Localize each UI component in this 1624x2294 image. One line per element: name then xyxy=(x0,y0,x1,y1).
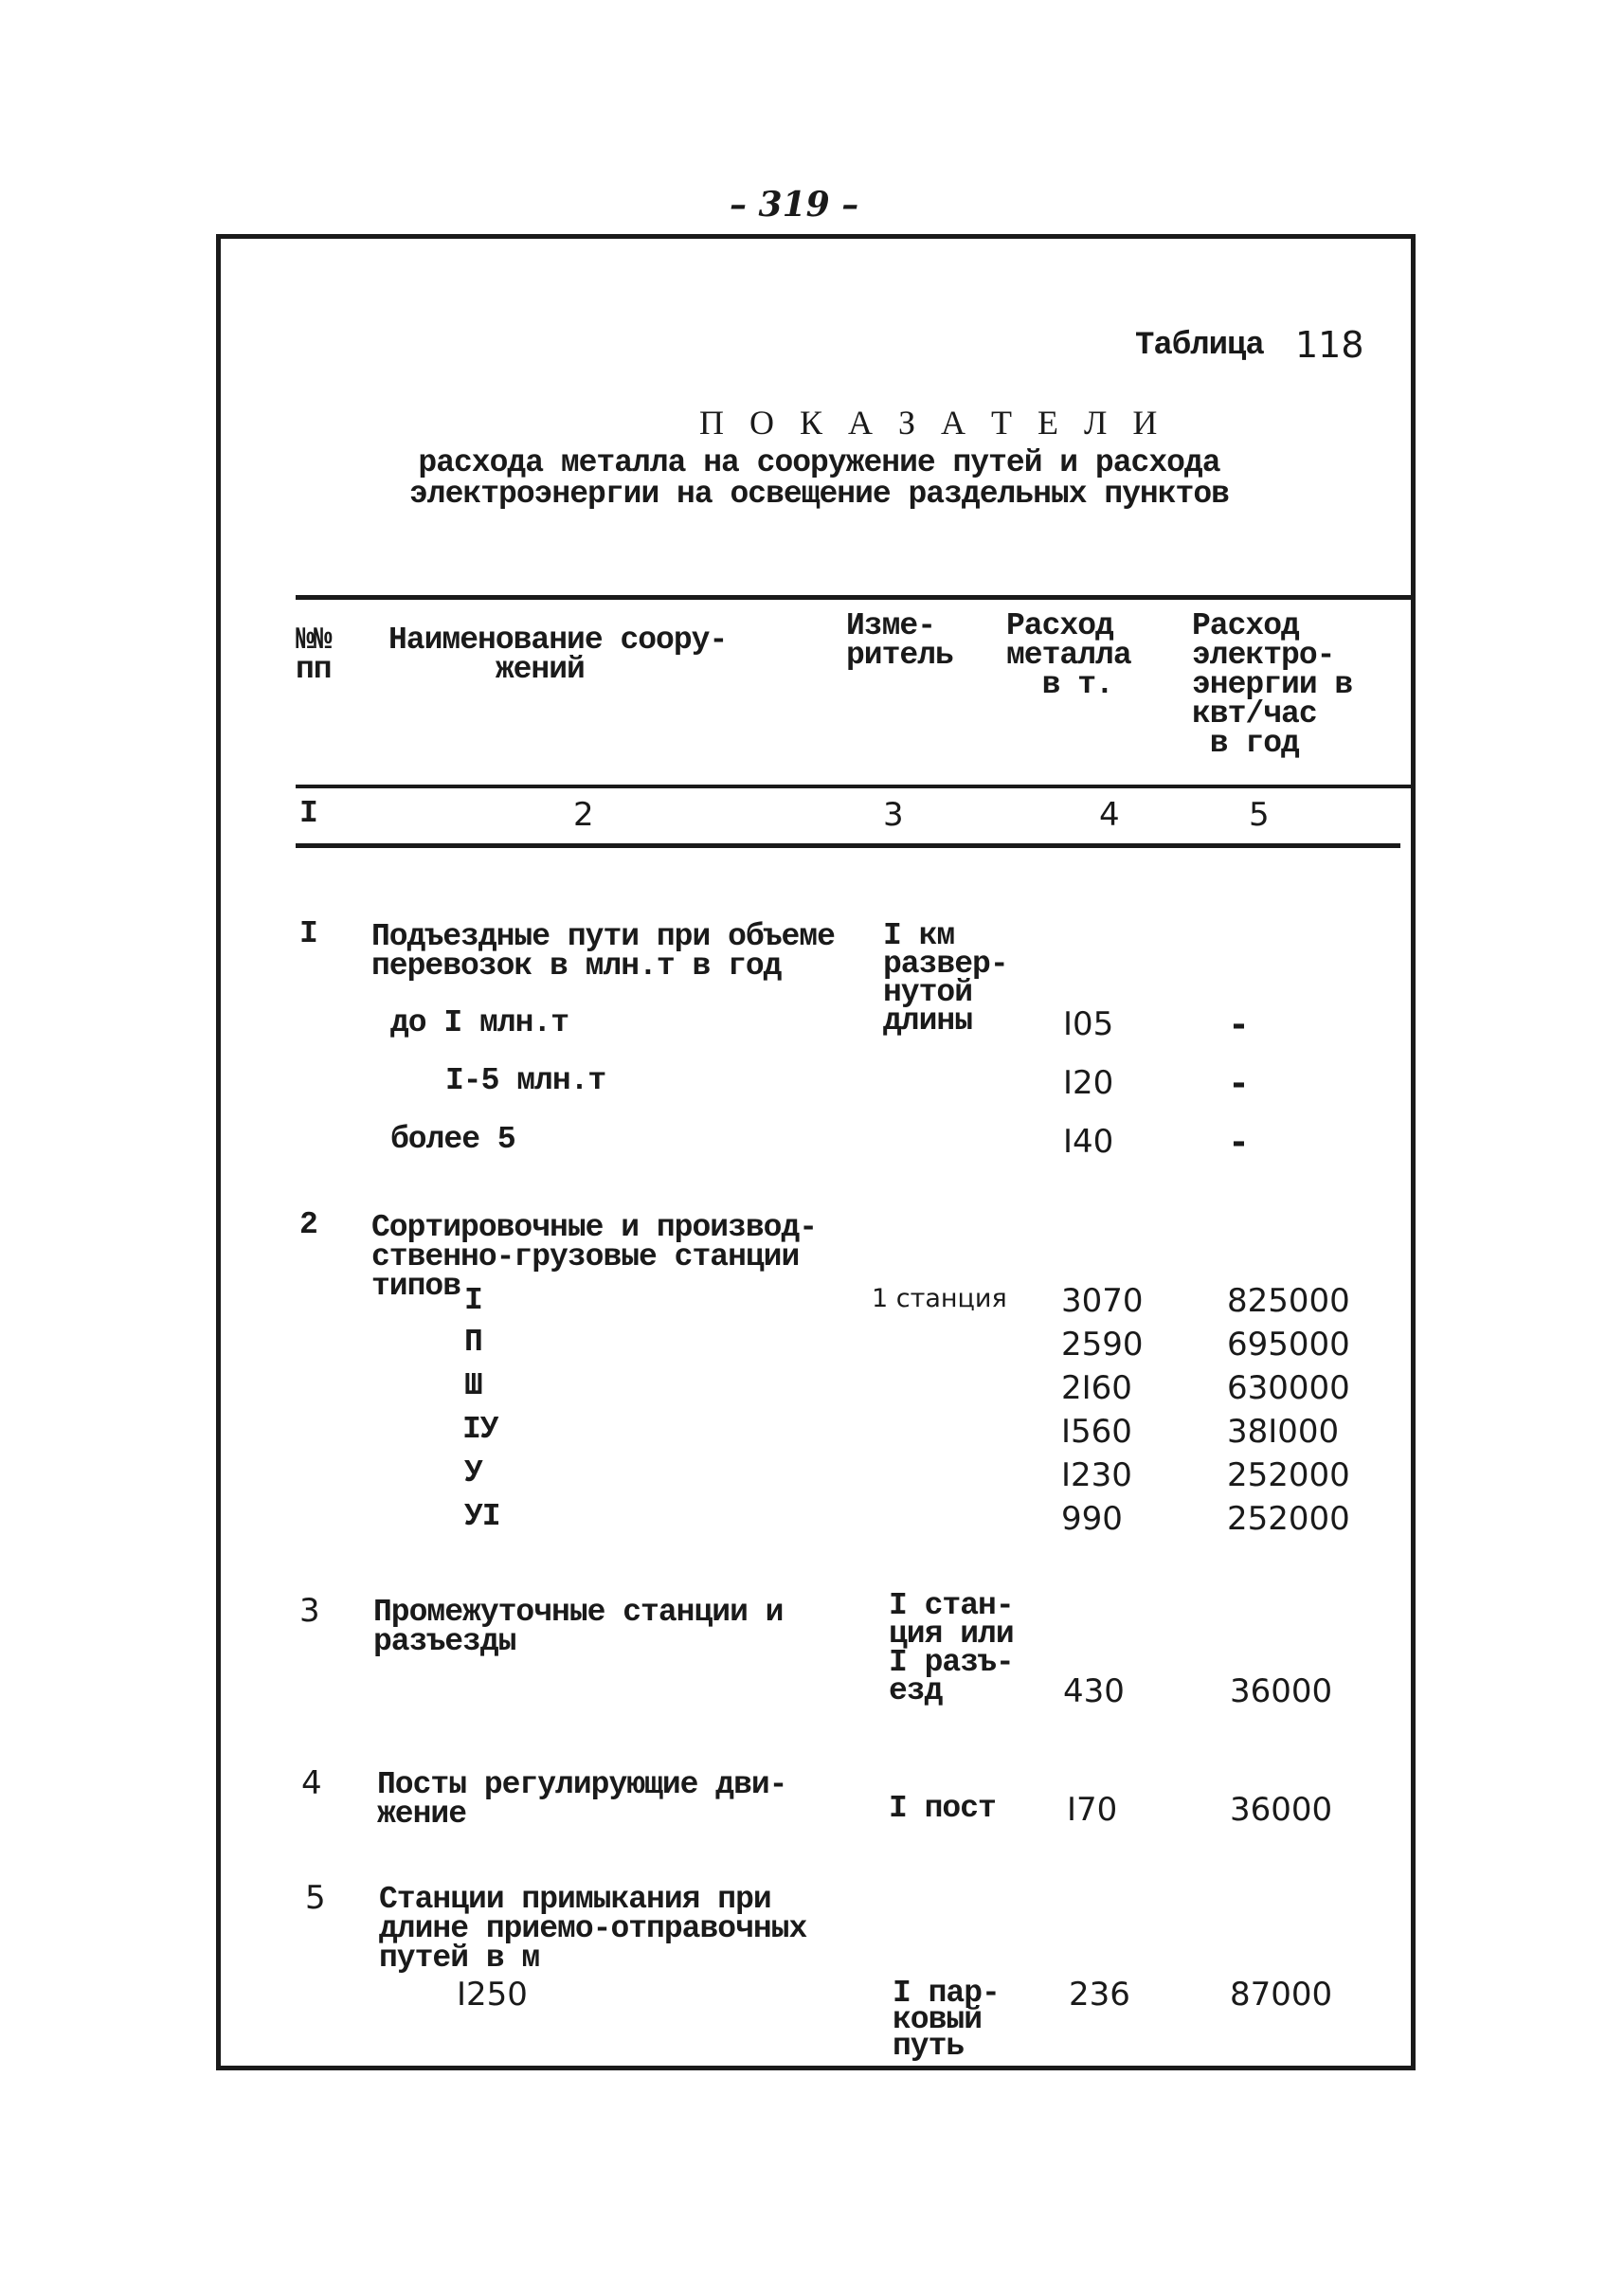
row2-type4-energy: 38I000 xyxy=(1227,1413,1340,1451)
row1-num: I xyxy=(299,916,317,951)
row2-type1-label: I xyxy=(464,1283,482,1318)
row4-unit: I пост xyxy=(889,1791,996,1826)
row2-type6-metal: 990 xyxy=(1061,1500,1123,1538)
header-energy: Расход электро- энергии в квт/час в год xyxy=(1192,608,1353,761)
row2-type4-label: IУ xyxy=(462,1412,498,1447)
row4-num: 4 xyxy=(301,1764,322,1802)
column-numbers-rule xyxy=(296,843,1400,848)
row1-sub3-energy: - xyxy=(1232,1123,1246,1162)
row1-unit: I км развер- нутой длины xyxy=(883,918,1008,1039)
row2-type6-label: УI xyxy=(464,1499,500,1534)
row1-name: Подъездные пути при объеме перевозок в млн.т в год xyxy=(371,919,835,984)
table-label: Таблица xyxy=(1135,328,1264,364)
col-number-5: 5 xyxy=(1249,796,1270,834)
row1-sub2-energy: - xyxy=(1232,1064,1246,1103)
col-number-3: 3 xyxy=(883,796,904,834)
row1-sub2-metal: I20 xyxy=(1063,1064,1114,1102)
row2-name: Сортировочные и производ- ственно-грузовые станции типов xyxy=(371,1210,818,1304)
row1-sub1-metal: I05 xyxy=(1063,1005,1114,1043)
row5-metal: 236 xyxy=(1069,1976,1130,2014)
row5-name: Станции примыкания при длине приемо-отправочных путей в м xyxy=(379,1882,807,1976)
row2-type2-label: П xyxy=(464,1325,482,1360)
header-num: №№ пп xyxy=(296,623,332,687)
subtitle-line-1: расхода металла на сооружение путей и расхода xyxy=(418,445,1220,480)
row2-type4-metal: I560 xyxy=(1061,1413,1132,1451)
row3-metal: 430 xyxy=(1063,1672,1125,1710)
header-name: Наименование соору- жений xyxy=(388,623,728,687)
row1-sub3-metal: I40 xyxy=(1063,1123,1114,1161)
row2-type6-energy: 252000 xyxy=(1227,1500,1350,1538)
header-bottom-rule xyxy=(296,785,1416,788)
row2-type1-metal: 3070 xyxy=(1061,1282,1144,1320)
row2-type3-label: Ш xyxy=(464,1368,482,1403)
row5-energy: 87000 xyxy=(1230,1976,1333,2014)
row2-num: 2 xyxy=(299,1207,317,1242)
row5-num: 5 xyxy=(305,1879,326,1917)
document-subtitle xyxy=(409,447,1229,510)
row1-sub1-label: до I млн.т xyxy=(390,1005,569,1040)
row2-type5-energy: 252000 xyxy=(1227,1456,1350,1494)
row5-unit: I пар- ковый путь xyxy=(893,1976,1000,2064)
row3-energy: 36000 xyxy=(1230,1672,1333,1710)
row2-type2-energy: 695000 xyxy=(1227,1326,1350,1364)
row4-energy: 36000 xyxy=(1230,1791,1333,1829)
row2-type3-energy: 630000 xyxy=(1227,1369,1350,1407)
subtitle-line-2: электроэнергии на освещение раздельных пунктов xyxy=(409,477,1229,512)
row3-unit: I стан- ция или I разъ- езд xyxy=(889,1588,1014,1708)
col-number-1: I xyxy=(299,796,317,831)
page-number: – 319 – xyxy=(730,185,859,225)
row2-type1-energy: 825000 xyxy=(1227,1282,1350,1320)
row1-sub1-energy: - xyxy=(1232,1005,1246,1044)
document-title: П О К А З А Т Е Л И xyxy=(699,404,1166,442)
row2-type2-metal: 2590 xyxy=(1061,1326,1144,1364)
row3-num: 3 xyxy=(299,1592,320,1630)
row2-type3-metal: 2I60 xyxy=(1061,1369,1132,1407)
row5-sub-label: I250 xyxy=(457,1976,528,2014)
row1-sub2-label: I-5 млн.т xyxy=(445,1063,606,1098)
row2-type5-metal: I230 xyxy=(1061,1456,1132,1494)
col-number-2: 2 xyxy=(573,796,594,834)
row2-unit: 1 станция xyxy=(872,1284,1007,1313)
row4-name: Посты регулирующие дви- жение xyxy=(377,1767,787,1832)
col-number-4: 4 xyxy=(1099,796,1120,834)
table-number: 118 xyxy=(1295,324,1364,366)
row4-metal: I70 xyxy=(1067,1791,1118,1829)
header-top-rule xyxy=(296,595,1416,600)
row2-type5-label: У xyxy=(464,1455,482,1490)
row1-sub3-label: более 5 xyxy=(390,1122,515,1157)
header-metal: Расход металла в т. xyxy=(1006,608,1131,702)
header-unit: Изме- ритель xyxy=(846,608,953,673)
row3-name: Промежуточные станции и разъезды xyxy=(373,1595,784,1659)
